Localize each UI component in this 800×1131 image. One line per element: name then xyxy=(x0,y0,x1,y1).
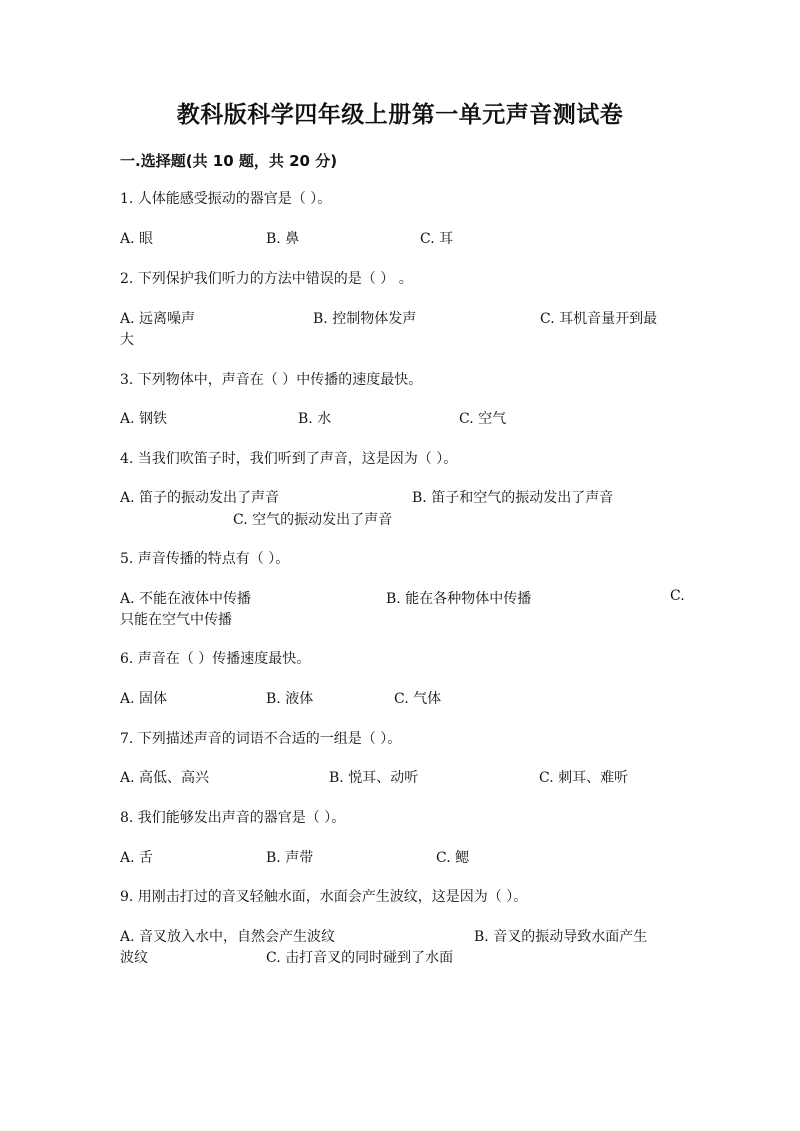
question-1-option-b[interactable]: B. 鼻 xyxy=(266,231,300,247)
section-heading: 一.选择题(共 10 题，共 20 分) xyxy=(120,152,338,170)
question-4-option-c[interactable]: C. 空气的振动发出了声音 xyxy=(233,512,393,528)
question-5-option-c-wrap: 只能在空气中传播 xyxy=(120,612,232,628)
question-2-option-a[interactable]: A. 远离噪声 xyxy=(120,311,196,327)
question-6-option-a[interactable]: A. 固体 xyxy=(120,691,168,707)
question-2-option-c-wrap: 大 xyxy=(120,332,134,348)
question-9-option-b[interactable]: B. 音叉的振动导致水面产生 xyxy=(474,929,648,945)
question-6-option-c[interactable]: C. 气体 xyxy=(394,691,442,707)
question-3-option-c[interactable]: C. 空气 xyxy=(459,411,507,427)
question-6-option-b[interactable]: B. 液体 xyxy=(266,691,314,707)
question-8-option-c[interactable]: C. 鳃 xyxy=(436,850,470,866)
question-8-stem: 8. 我们能够发出声音的器官是（ ）。 xyxy=(120,810,346,826)
question-5-option-a[interactable]: A. 不能在液体中传播 xyxy=(120,591,252,607)
question-1-option-a[interactable]: A. 眼 xyxy=(120,231,154,247)
question-7-option-c[interactable]: C. 刺耳、难听 xyxy=(539,770,629,786)
question-9-option-b-wrap: 波纹 xyxy=(120,950,148,966)
question-3-stem: 3. 下列物体中，声音在（ ）中传播的速度最快。 xyxy=(120,372,423,388)
question-7-option-b[interactable]: B. 悦耳、动听 xyxy=(329,770,419,786)
question-4-stem: 4. 当我们吹笛子时，我们听到了声音，这是因为（ ）。 xyxy=(120,451,458,467)
question-2-option-b[interactable]: B. 控制物体发声 xyxy=(313,311,417,327)
question-9-option-c[interactable]: C. 击打音叉的同时碰到了水面 xyxy=(266,950,454,966)
question-4-option-a[interactable]: A. 笛子的振动发出了声音 xyxy=(120,490,280,506)
question-3-option-b[interactable]: B. 水 xyxy=(298,411,332,427)
question-5-option-c[interactable]: C. xyxy=(670,588,685,604)
question-3-option-a[interactable]: A. 钢铁 xyxy=(120,411,168,427)
question-7-stem: 7. 下列描述声音的词语不合适的一组是（ ）。 xyxy=(120,731,402,747)
question-8-option-a[interactable]: A. 舌 xyxy=(120,850,154,866)
question-1-option-c[interactable]: C. 耳 xyxy=(420,231,454,247)
question-9-option-a[interactable]: A. 音叉放入水中，自然会产生波纹 xyxy=(120,929,336,945)
question-4-option-b[interactable]: B. 笛子和空气的振动发出了声音 xyxy=(412,490,614,506)
question-9-stem: 9. 用刚击打过的音叉轻触水面，水面会产生波纹，这是因为（ ）。 xyxy=(120,889,528,905)
question-2-stem: 2. 下列保护我们听力的方法中错误的是（ ） 。 xyxy=(120,271,413,287)
question-5-stem: 5. 声音传播的特点有（ ）。 xyxy=(120,551,290,567)
question-1-stem: 1. 人体能感受振动的器官是（ ）。 xyxy=(120,191,332,207)
question-5-option-b[interactable]: B. 能在各种物体中传播 xyxy=(386,591,532,607)
question-2-option-c[interactable]: C. 耳机音量开到最 xyxy=(540,311,658,327)
question-8-option-b[interactable]: B. 声带 xyxy=(266,850,314,866)
question-6-stem: 6. 声音在（ ）传播速度最快。 xyxy=(120,651,311,667)
page-title: 教科版科学四年级上册第一单元声音测试卷 xyxy=(176,102,624,128)
question-7-option-a[interactable]: A. 高低、高兴 xyxy=(120,770,210,786)
